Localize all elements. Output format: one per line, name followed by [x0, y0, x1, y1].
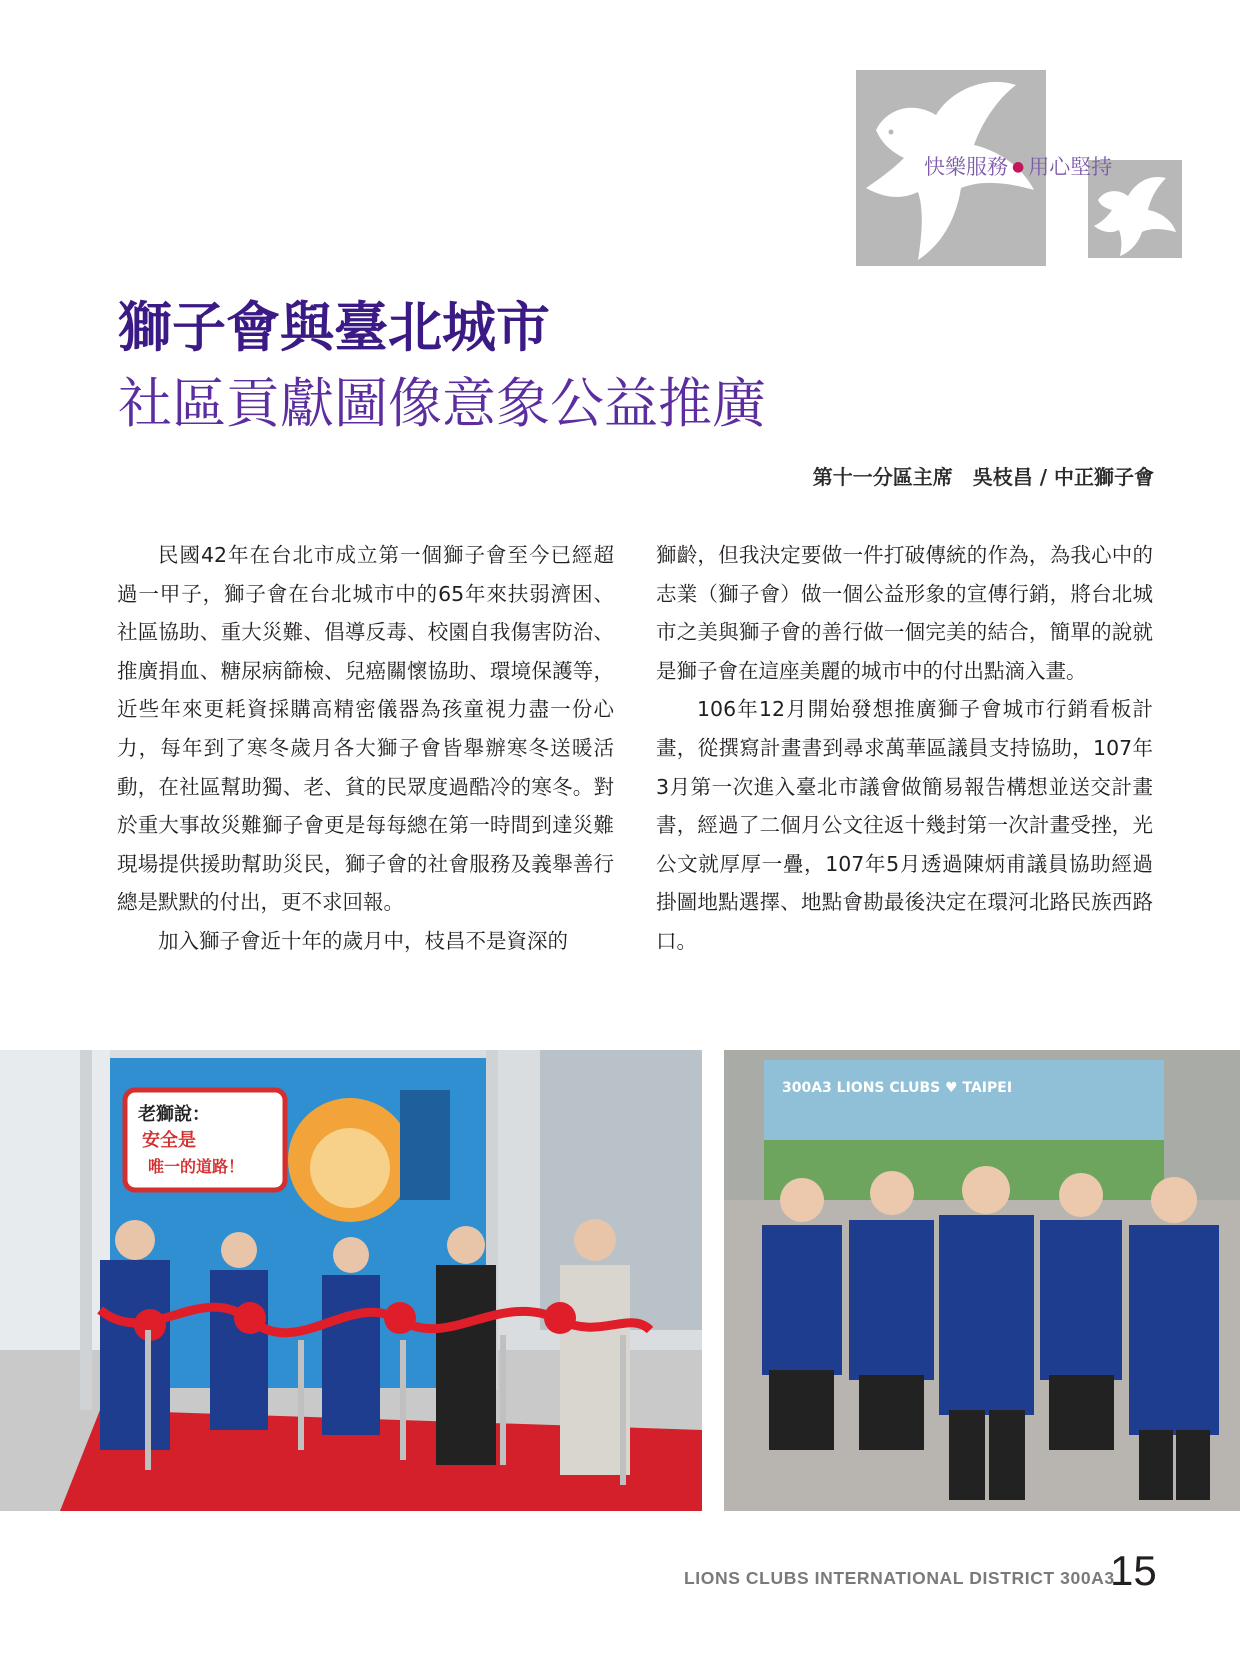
section-tag	[924, 152, 1154, 182]
paragraph: 民國42年在台北市成立第一個獅子會至今已經超過一甲子，獅子會在台北城市中的65年來扶弱濟困、社區協助、重大災難、倡導反毒、校園自我傷害防治、推廣捐血、糖尿病篩檢、兒癌關懷協助、環境保護等，近些年來更耗資採購高精密儀器為孩童視力盡一份心力，每年到了寒冬歲月各大獅子會皆舉辦寒冬送暖活動，在社區幫助獨、老、貧的民眾度過酷冷的寒冬。對於重大事故災難獅子會更是每每總在第一時間到達災難現場提供援助幫助災民，獅子會的社會服務及義舉善行總是默默的付出，更不求回報。	[117, 543, 614, 915]
paragraph: 獅齡，但我決定要做一件打破傳統的作為，為我心中的志業（獅子會）做一個公益形象的宣傳行銷，將台北城市之美與獅子會的善行做一個完美的結合，簡單的說就是獅子會在這座美麗的城市中的付出點滴入畫。	[656, 543, 1153, 683]
article-subtitle: 社區貢獻圖像意象公益推廣	[118, 372, 766, 435]
paragraph: 106年12月開始發想推廣獅子會城市行銷看板計畫，從撰寫計畫書到尋求萬華區議員支持協助，107年3月第一次進入臺北市議會做簡易報告構想並送交計畫書，經過了二個月公文往返十幾封第一次計畫受挫，光公文就厚厚一疊，107年5月透過陳炳甫議員協助經過掛圖地點選擇、地點會勘最後決定在環河北路民族西路口。	[656, 697, 1153, 953]
section-tag-left: 快樂服務	[924, 155, 1008, 179]
sign-text-3: 唯一的道路！	[148, 1157, 245, 1176]
article-title: 獅子會與臺北城市	[118, 296, 550, 359]
article-column-left	[117, 536, 614, 961]
paragraph: 加入獅子會近十年的歲月中，枝昌不是資深的	[158, 928, 568, 953]
footer-publication: LIONS CLUBS INTERNATIONAL DISTRICT 300A3	[684, 1568, 1115, 1588]
photo-group	[724, 1050, 1240, 1511]
page-number: 15	[1110, 1547, 1157, 1594]
billboard-text: 300A3 LIONS CLUBS ♥ TAIPEI	[782, 1080, 1013, 1096]
photo-ribbon-cutting	[0, 1050, 702, 1511]
section-tag-right: 用心堅持	[1028, 155, 1113, 179]
article-column-right	[656, 536, 1153, 961]
article-byline: 第十一分區主席 吳枝昌 / 中正獅子會	[812, 465, 1154, 489]
sign-text-1: 老獅說：	[138, 1104, 210, 1125]
section-tag-dot: ●	[1012, 159, 1025, 175]
sign-text-2: 安全是	[142, 1130, 196, 1151]
